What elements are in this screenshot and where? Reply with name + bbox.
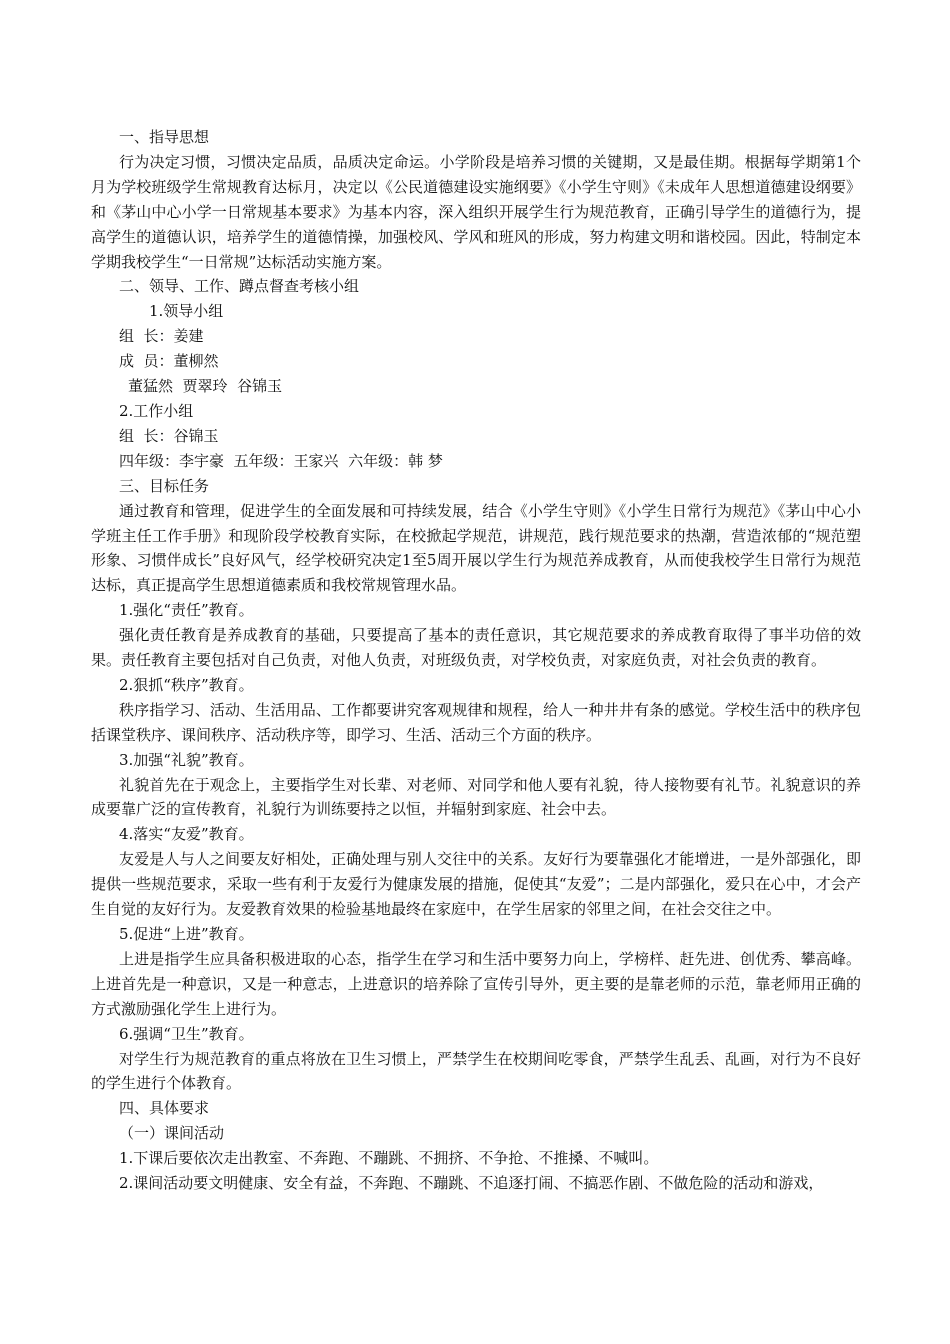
subheading-leadership-group: 1.领导小组 bbox=[149, 302, 224, 321]
item-heading-friendship: 4.落实“友爱”教育。 bbox=[119, 825, 254, 844]
body-paragraph: 秩序指学习、活动、生活用品、工作都要讲究客观规律和规程，给人一种井井有条的感觉。学校生活中的秩序包括课堂秩序、课间秩序、活动秩序等，即学习、生活、活动三个方面的秩序。 bbox=[91, 700, 861, 744]
item-heading-responsibility: 1.强化“责任”教育。 bbox=[119, 601, 254, 620]
document-page bbox=[91, 125, 861, 1196]
members-line: 成 员：董柳然 bbox=[119, 352, 219, 371]
members-names-line: 董猛然 贾翠玲 谷锦玉 bbox=[128, 377, 283, 396]
body-paragraph: 强化责任教育是养成教育的基础，只要提高了基本的责任意识，其它规范要求的养成教育取得了事半功倍的效果。责任教育主要包括对自己负责，对他人负责，对班级负责，对学校负责，对家庭负责，对社会负责的教育。 bbox=[91, 626, 861, 670]
requirement-item: 2.课间活动要文明健康、安全有益，不奔跑、不蹦跳、不追逐打闹、不搞恶作剧、不做危险的活动和游戏， bbox=[119, 1174, 824, 1193]
item-heading-courtesy: 3.加强“礼貌”教育。 bbox=[119, 750, 254, 769]
subheading-work-group: 2.工作小组 bbox=[119, 401, 194, 420]
requirement-item: 1.下课后要依次走出教室、不奔跑、不蹦跳、不拥挤、不争抢、不推搡、不喊叫。 bbox=[119, 1149, 659, 1168]
subsection-heading-recess: （一）课间活动 bbox=[119, 1124, 225, 1143]
body-paragraph: 上进是指学生应具备积极进取的心态，指学生在学习和生活中要努力向上，学榜样、赶先进、创优秀、攀高峰。上进首先是一种意识，又是一种意志，上进意识的培养除了宣传引导外，更主要的是靠老师的示范，靠老师用正确的方式激励强化学生上进行为。 bbox=[91, 949, 861, 1018]
item-heading-order: 2.狠抓“秩序”教育。 bbox=[119, 675, 254, 694]
section-heading-4: 四、具体要求 bbox=[119, 1099, 210, 1118]
work-leader-line: 组 长：谷锦玉 bbox=[119, 426, 219, 445]
section-heading-3: 三、目标任务 bbox=[119, 476, 210, 495]
body-paragraph: 通过教育和管理，促进学生的全面发展和可持续发展，结合《小学生守则》《小学生日常行为规范》《茅山中心小学班主任工作手册》和现阶段学校教育实际，在校掀起学规范，讲规范，践行规范要求的热潮，营造浓郁的“规范塑形象、习惯伴成长”良好风气，经学校研究决定1至5周开展以学生行为规范养成教育，从而使我校学生日常行为规范达标，真正提高学生思想道德素质和我校常规管理水品。 bbox=[91, 501, 861, 595]
section-heading-2: 二、领导、工作、蹲点督查考核小组 bbox=[119, 277, 360, 296]
item-heading-progress: 5.促进“上进”教育。 bbox=[119, 925, 254, 943]
grade-leaders-line: 四年级：李宇豪 五年级：王家兴 六年级：韩 梦 bbox=[119, 451, 443, 470]
body-paragraph: 友爱是人与人之间要友好相处，正确处理与别人交往中的关系。友好行为要靠强化才能增进，一是外部强化，即提供一些规范要求，采取一些有利于友爱行为健康发展的措施，促使其“友爱”；二是内部强化，爱只在心中，才会产生自觉的友好行为。友爱教育效果的检验基地最终在家庭中，在学生居家的邻里之间，在社会交往之中。 bbox=[91, 850, 861, 919]
body-paragraph: 礼貌首先在于观念上，主要指学生对长辈、对老师、对同学和他人要有礼貌，待人接物要有礼节。礼貌意识的养成要靠广泛的宣传教育，礼貌行为训练要持之以恒，并辐射到家庭、社会中去。 bbox=[91, 775, 861, 819]
section-heading-1: 一、指导思想 bbox=[119, 128, 210, 146]
leader-line: 组 长：姜建 bbox=[119, 327, 204, 346]
body-paragraph: 对学生行为规范教育的重点将放在卫生习惯上，严禁学生在校期间吃零食，严禁学生乱丢、乱画，对行为不良好的学生进行个体教育。 bbox=[91, 1049, 861, 1093]
body-paragraph: 行为决定习惯，习惯决定品质，品质决定命运。小学阶段是培养习惯的关键期，又是最佳期。根据每学期第1个月为学校班级学生常规教育达标月，决定以《公民道德建设实施纲要》《小学生守则》《未成年人思想道德建设纲要》和《茅山中心小学一日常规基本要求》为基本内容，深入组织开展学生行为规范教育，正确引导学生的道德行为，提高学生的道德认识，培养学生的道德情操，加强校风、学风和班风的形成，努力构建文明和谐校园。因此，特制定本学期我校学生“一日常规”达标活动实施方案。 bbox=[91, 152, 861, 271]
item-heading-hygiene: 6.强调“卫生”教育。 bbox=[119, 1024, 254, 1043]
